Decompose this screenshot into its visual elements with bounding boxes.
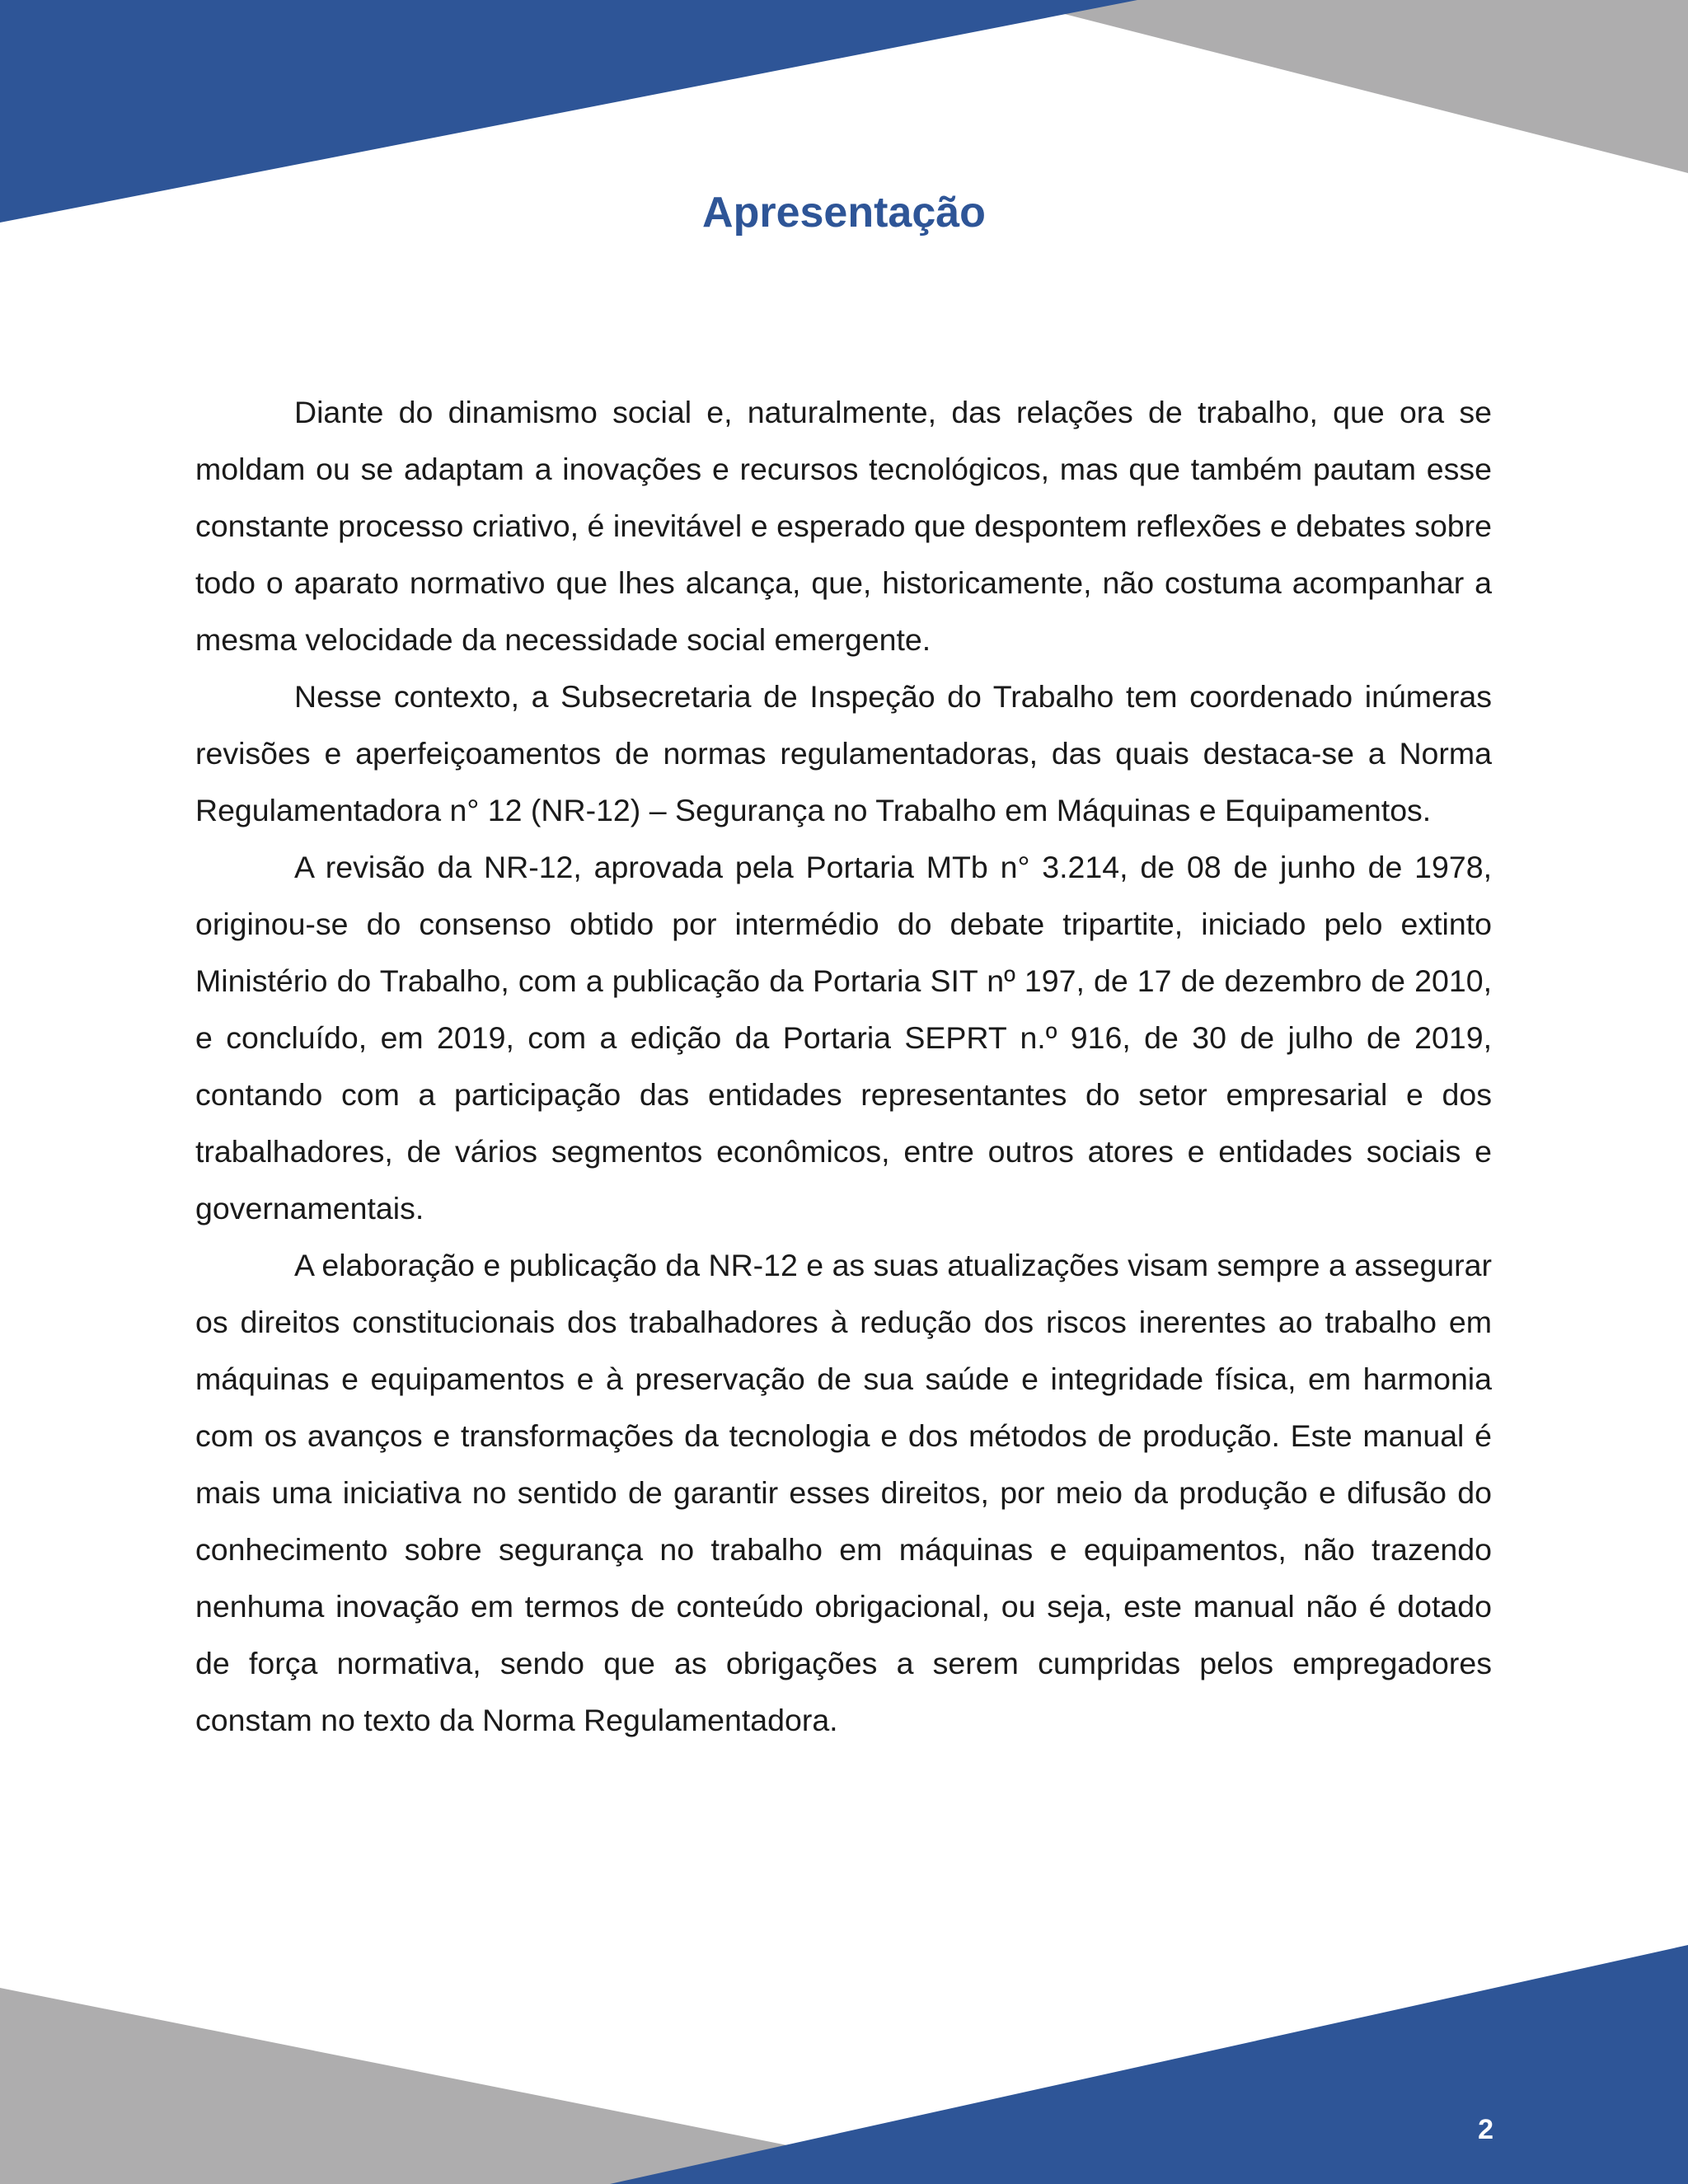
- paragraph-revision: A revisão da NR-12, aprovada pela Portaria MTb n° 3.214, de 08 de junho de 1978, originou-se do consenso obtido por intermédio do debate tripartite, iniciado pelo extinto Ministério do Trabalho, com a publicação da Portaria SIT nº 197, de 17 de dezembro de 2010, e concluído, em 2019, com a edição da Portaria SEPRT n.º 916, de 30 de julho de 2019, contando com a participação das entidades representantes do setor empresarial e dos trabalhadores, de vários segmentos econômicos, entre outros atores e entidades sociais e governamentais.: [195, 850, 1492, 1226]
- paragraph-purpose: A elaboração e publicação da NR-12 e as suas atualizações visam sempre a assegurar os direitos constitucionais dos trabalhadores à redução dos riscos inerentes ao trabalho em máquinas e equipamentos e à preservação de sua saúde e integridade física, em harmonia com os avanços e transformações da tecnologia e dos métodos de produção. Este manual é mais uma iniciativa no sentido de garantir esses direitos, por meio da produção e difusão do conhecimento sobre segurança no trabalho em máquinas e equipamentos, não trazendo nenhuma inovação em termos de conteúdo obrigacional, ou seja, este manual não é dotado de força normativa, sendo que as obrigações a serem cumpridas pelos empregadores constam no texto da Norma Regulamentadora.: [195, 1248, 1492, 1737]
- page-number: 2: [1478, 2114, 1493, 2145]
- bottom-right-blue-band: [610, 1945, 1688, 2184]
- page-title: Apresentação: [702, 189, 986, 237]
- paragraph-context: Nesse contexto, a Subsecretaria de Inspeção do Trabalho tem coordenado inúmeras revisões e aperfeiçoamentos de normas regulamentadoras, das quais destaca-se a Norma Regulamentadora n° 12 (NR-12) – Segurança no Trabalho em Máquinas e Equipamentos.: [195, 679, 1492, 827]
- top-right-gray-band: [1010, 0, 1688, 173]
- paragraph-intro: Diante do dinamismo social e, naturalmente, das relações de trabalho, que ora se moldam ou se adaptam a inovações e recursos tecnológicos, mas que também pautam esse constante processo criativo, é inevitável e esperado que despontem reflexões e debates sobre todo o aparato normativo que lhes alcança, que, historicamente, não costuma acompanhar a mesma velocidade da necessidade social emergente.: [195, 395, 1492, 657]
- body-text: [195, 384, 1492, 1749]
